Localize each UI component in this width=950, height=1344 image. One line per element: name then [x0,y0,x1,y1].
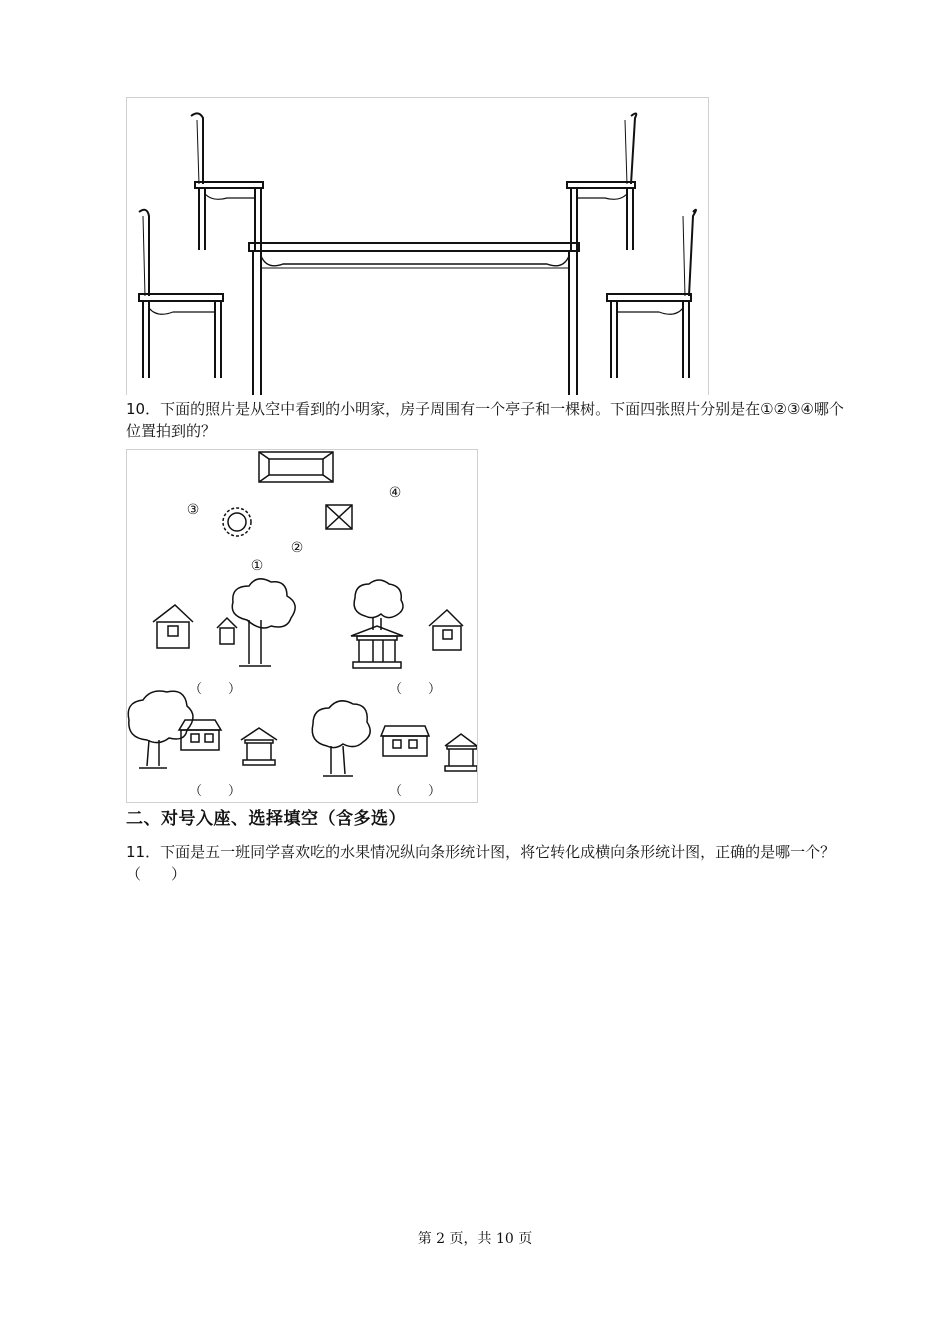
photo-c-answer-blank: （ ） [189,784,242,799]
position-3-label: ③ [186,502,200,518]
photo-b-icon [351,580,463,668]
q10-text-line1: 10．下面的照片是从空中看到的小明家，房子周围有一个亭子和一棵树。下面四张照片分别是在①②③④哪个 [126,400,844,418]
photo-b-answer-blank: （ ） [389,682,442,697]
position-1-label: ① [250,558,264,574]
position-4-label: ④ [388,485,402,501]
q11-answer-blank: （ ） [126,865,187,883]
q10-text-line2: 位置拍到的？ [126,422,217,440]
photo-a-answer-blank: （ ） [189,682,242,697]
photo-c-icon [128,691,277,768]
table-chairs-drawing [127,98,708,395]
table-chairs-figure [126,97,709,395]
photo-d-icon [312,701,477,776]
section-2-heading: 二、对号入座、选择填空（含多选） [126,809,406,829]
page-footer: 第 2 页，共 10 页 [417,1231,533,1247]
pavilion-top-view-icon [326,505,352,529]
q11-text-line1: 11．下面是五一班同学喜欢吃的水果情况纵向条形统计图，将它转化成横向条形统计图，正确的是哪一个？ [126,843,836,861]
tree-top-view-icon [223,508,251,536]
position-2-label: ② [290,540,304,556]
aerial-view-drawing [127,450,477,802]
photo-d-answer-blank: （ ） [389,784,442,799]
photo-a-icon [153,579,295,666]
house-top-view-icon [259,452,333,482]
aerial-view-figure [126,449,478,803]
